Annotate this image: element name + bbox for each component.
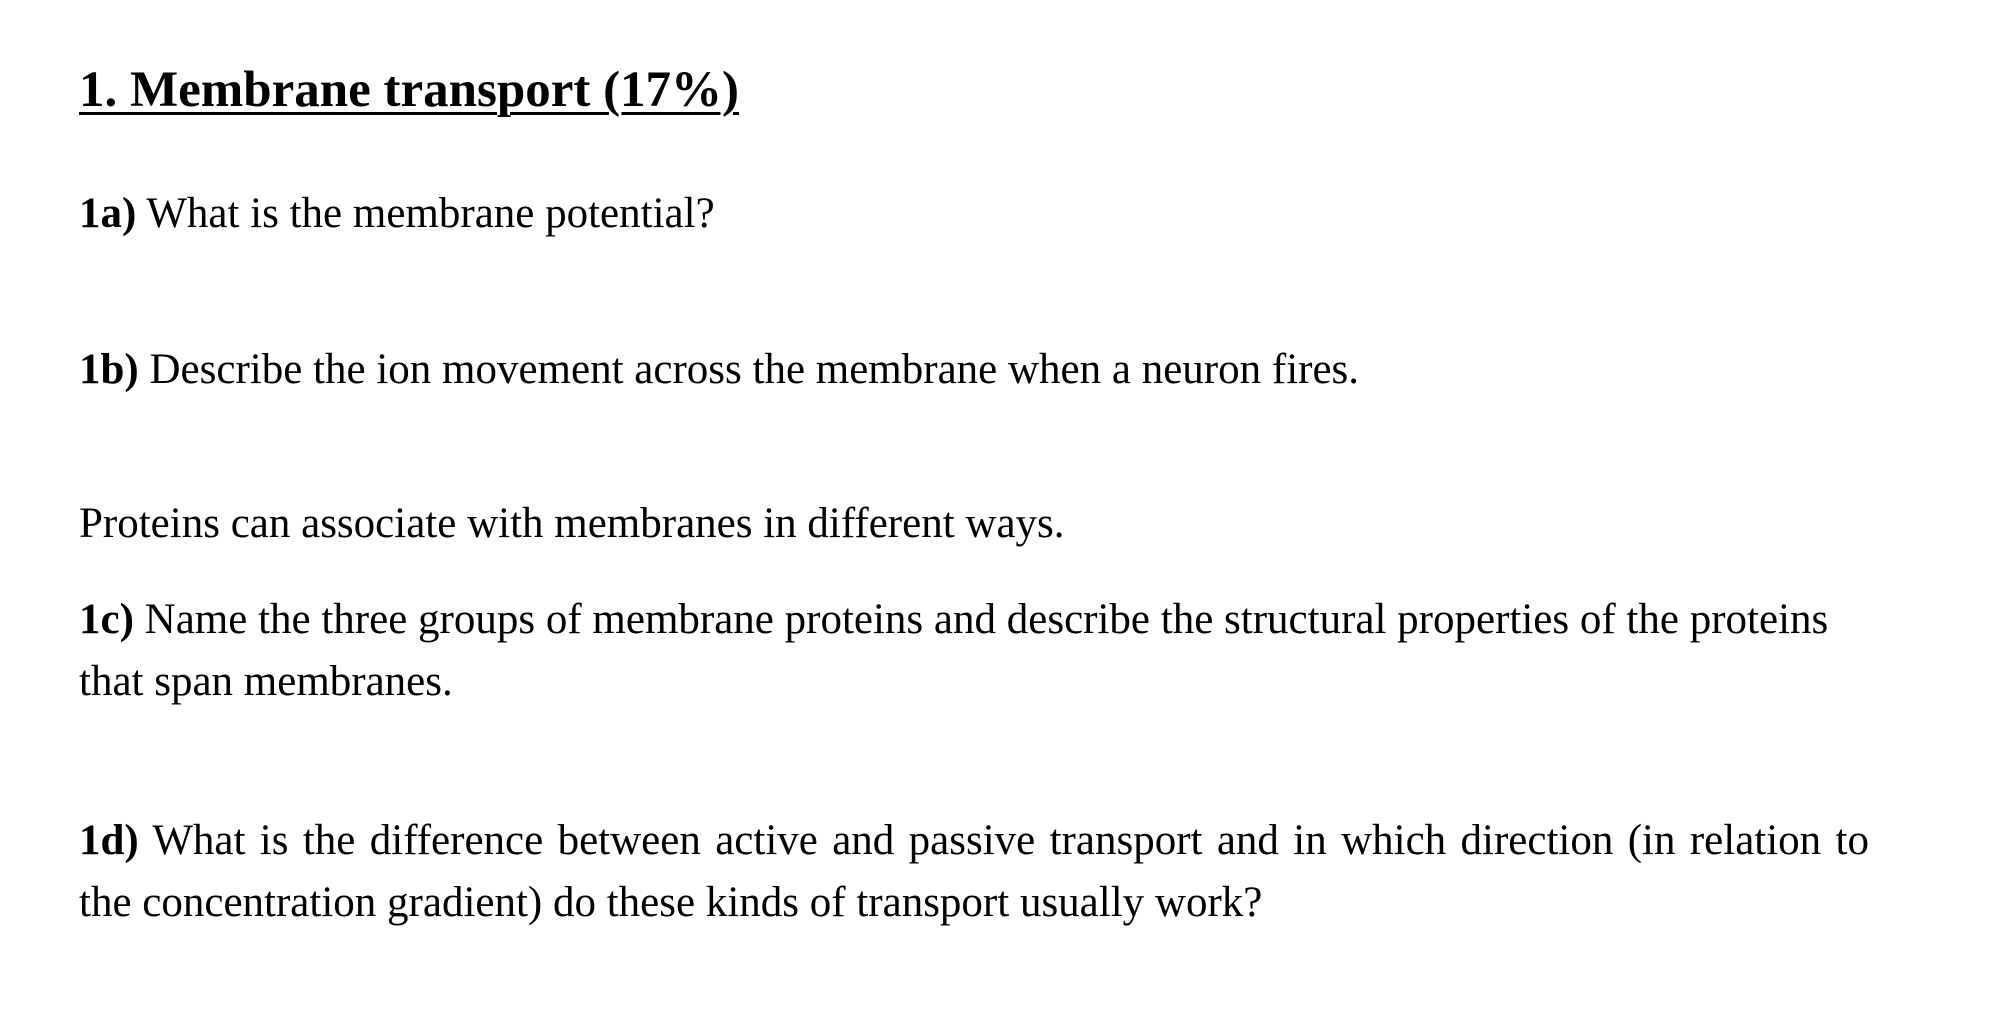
question-1d xyxy=(79,810,1869,934)
question-text: What is the difference between active and passive transport and in which direction (in relation to the concentration gradient) do these kinds of transport usually work? xyxy=(79,817,1869,926)
question-1a xyxy=(79,183,1869,245)
question-text: Name the three groups of membrane proteins and describe the structural properties of the proteins that span membranes. xyxy=(79,596,1829,705)
intro-paragraph: Proteins can associate with membranes in different ways. xyxy=(79,500,1065,547)
question-label: 1d) xyxy=(79,817,139,864)
question-label: 1a) xyxy=(79,190,137,237)
question-label: 1b) xyxy=(79,346,139,393)
question-text: Describe the ion movement across the membrane when a neuron fires. xyxy=(149,346,1360,393)
question-1b xyxy=(79,339,1869,401)
question-text: What is the membrane potential? xyxy=(146,190,715,237)
section-heading: 1. Membrane transport (17%) xyxy=(79,62,740,118)
question-label: 1c) xyxy=(79,596,134,643)
question-1c xyxy=(79,589,1869,713)
